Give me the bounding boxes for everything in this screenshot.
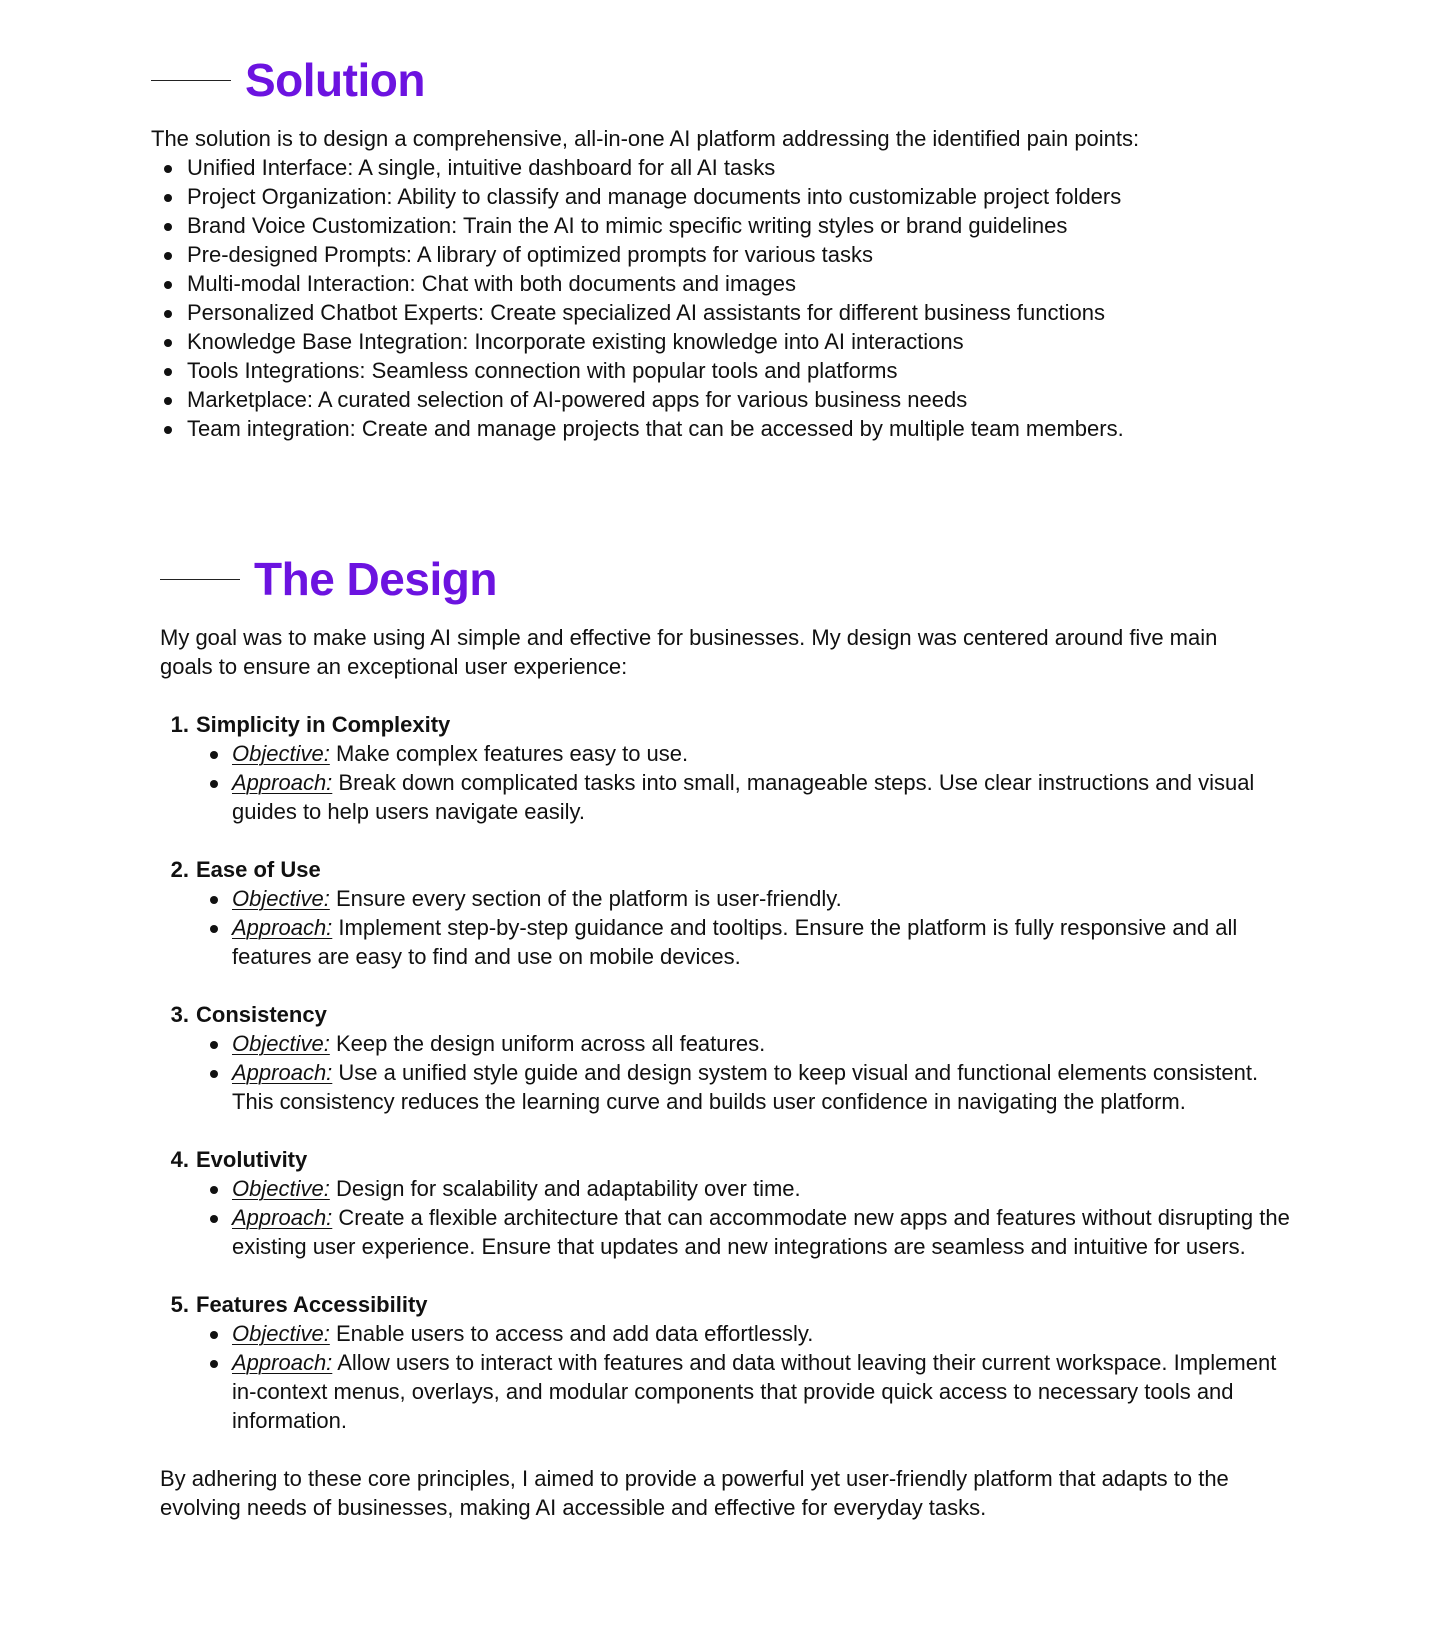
approach-text: Create a flexible architecture that can accommodate new apps and features without disrupting the existing user experience. Ensure that updates and new integrations are seamless and intuitive for users. <box>232 1205 1290 1259</box>
goal-objective <box>232 739 1300 768</box>
solution-list-item: Project Organization: Ability to classify and manage documents into customizable project folders <box>151 182 1301 211</box>
objective-text: Make complex features easy to use. <box>335 741 689 766</box>
approach-label: Approach: <box>232 1350 333 1375</box>
solution-list-item: Multi-modal Interaction: Chat with both documents and images <box>151 269 1301 298</box>
goal-number: 3. <box>170 1002 189 1027</box>
goal-objective <box>232 884 1300 913</box>
goal-title: Simplicity in Complexity <box>196 712 451 737</box>
goal-title: Consistency <box>196 1002 327 1027</box>
approach-text: Break down complicated tasks into small, manageable steps. Use clear instructions and visual guides to help users navigate easily. <box>232 770 1255 824</box>
goal-item <box>160 710 1300 826</box>
objective-label: Objective: <box>232 741 330 766</box>
design-section <box>0 551 1440 1522</box>
goal-title: Features Accessibility <box>196 1292 428 1317</box>
goal-item <box>160 1290 1300 1435</box>
goal-title-row <box>160 710 1300 739</box>
goal-title-row <box>160 1145 1300 1174</box>
objective-label: Objective: <box>232 1176 330 1201</box>
solution-list-item: Brand Voice Customization: Train the AI to mimic specific writing styles or brand guidelines <box>151 211 1301 240</box>
design-outro: By adhering to these core principles, I aimed to provide a powerful yet user-friendly platform that adapts to the evolving needs of businesses, making AI accessible and effective for everyday tasks. <box>160 1466 1229 1520</box>
goal-objective <box>232 1174 1300 1203</box>
goal-details <box>160 1029 1300 1116</box>
approach-text: Use a unified style guide and design system to keep visual and functional elements consistent. This consistency reduces the learning curve and builds user confidence in navigating the platform. <box>232 1060 1259 1114</box>
goal-approach <box>232 913 1300 971</box>
solution-title: Solution <box>245 54 425 106</box>
solution-section <box>0 52 1440 443</box>
solution-list-item: Team integration: Create and manage projects that can be accessed by multiple team members. <box>151 414 1301 443</box>
design-title: The Design <box>254 553 497 605</box>
approach-text: Allow users to interact with features and data without leaving their current workspace. Implement in-context menus, overlays, and modular components that provide quick access to necessary tools and information. <box>232 1350 1277 1433</box>
objective-text: Ensure every section of the platform is user-friendly. <box>335 886 842 911</box>
design-heading-row <box>160 551 1440 607</box>
goal-details <box>160 739 1300 826</box>
objective-label: Objective: <box>232 1321 330 1346</box>
solution-list-item: Unified Interface: A single, intuitive dashboard for all AI tasks <box>151 153 1301 182</box>
goal-objective <box>232 1029 1300 1058</box>
solution-list-item: Personalized Chatbot Experts: Create specialized AI assistants for different business functions <box>151 298 1301 327</box>
goal-approach <box>232 768 1300 826</box>
approach-label: Approach: <box>232 915 333 940</box>
solution-list <box>151 153 1301 443</box>
heading-rule <box>151 80 231 81</box>
approach-text: Implement step-by-step guidance and tooltips. Ensure the platform is fully responsive and all features are easy to find and use on mobile devices. <box>232 915 1238 969</box>
approach-label: Approach: <box>232 1060 333 1085</box>
solution-list-item: Knowledge Base Integration: Incorporate existing knowledge into AI interactions <box>151 327 1301 356</box>
goal-title-row <box>160 1290 1300 1319</box>
solution-list-item: Tools Integrations: Seamless connection with popular tools and platforms <box>151 356 1301 385</box>
goal-item <box>160 855 1300 971</box>
solution-heading-row <box>151 52 1440 108</box>
goal-approach <box>232 1058 1300 1116</box>
goal-number: 2. <box>170 857 189 882</box>
objective-label: Objective: <box>232 886 330 911</box>
objective-label: Objective: <box>232 1031 330 1056</box>
goal-details <box>160 884 1300 971</box>
design-intro: My goal was to make using AI simple and effective for businesses. My design was centered around five main goals to ensure an exceptional user experience: <box>160 625 1218 679</box>
solution-list-item: Pre-designed Prompts: A library of optimized prompts for various tasks <box>151 240 1301 269</box>
goal-number: 5. <box>170 1292 189 1317</box>
goal-title-row <box>160 1000 1300 1029</box>
heading-rule <box>160 579 240 580</box>
solution-intro: The solution is to design a comprehensive, all-in-one AI platform addressing the identified pain points: <box>151 126 1140 151</box>
goal-objective <box>232 1319 1300 1348</box>
objective-text: Keep the design uniform across all features. <box>335 1031 766 1056</box>
goal-number: 4. <box>170 1147 189 1172</box>
goal-item <box>160 1000 1300 1116</box>
approach-label: Approach: <box>232 770 333 795</box>
goal-details <box>160 1319 1300 1435</box>
goal-details <box>160 1174 1300 1261</box>
solution-list-item: Marketplace: A curated selection of AI-powered apps for various business needs <box>151 385 1301 414</box>
goal-title-row <box>160 855 1300 884</box>
goal-title: Evolutivity <box>196 1147 308 1172</box>
approach-label: Approach: <box>232 1205 333 1230</box>
goal-item <box>160 1145 1300 1261</box>
objective-text: Enable users to access and add data effortlessly. <box>335 1321 814 1346</box>
design-goals-list <box>160 710 1300 1435</box>
goal-approach <box>232 1348 1300 1435</box>
goal-number: 1. <box>170 712 189 737</box>
objective-text: Design for scalability and adaptability over time. <box>335 1176 801 1201</box>
goal-approach <box>232 1203 1300 1261</box>
goal-title: Ease of Use <box>196 857 321 882</box>
